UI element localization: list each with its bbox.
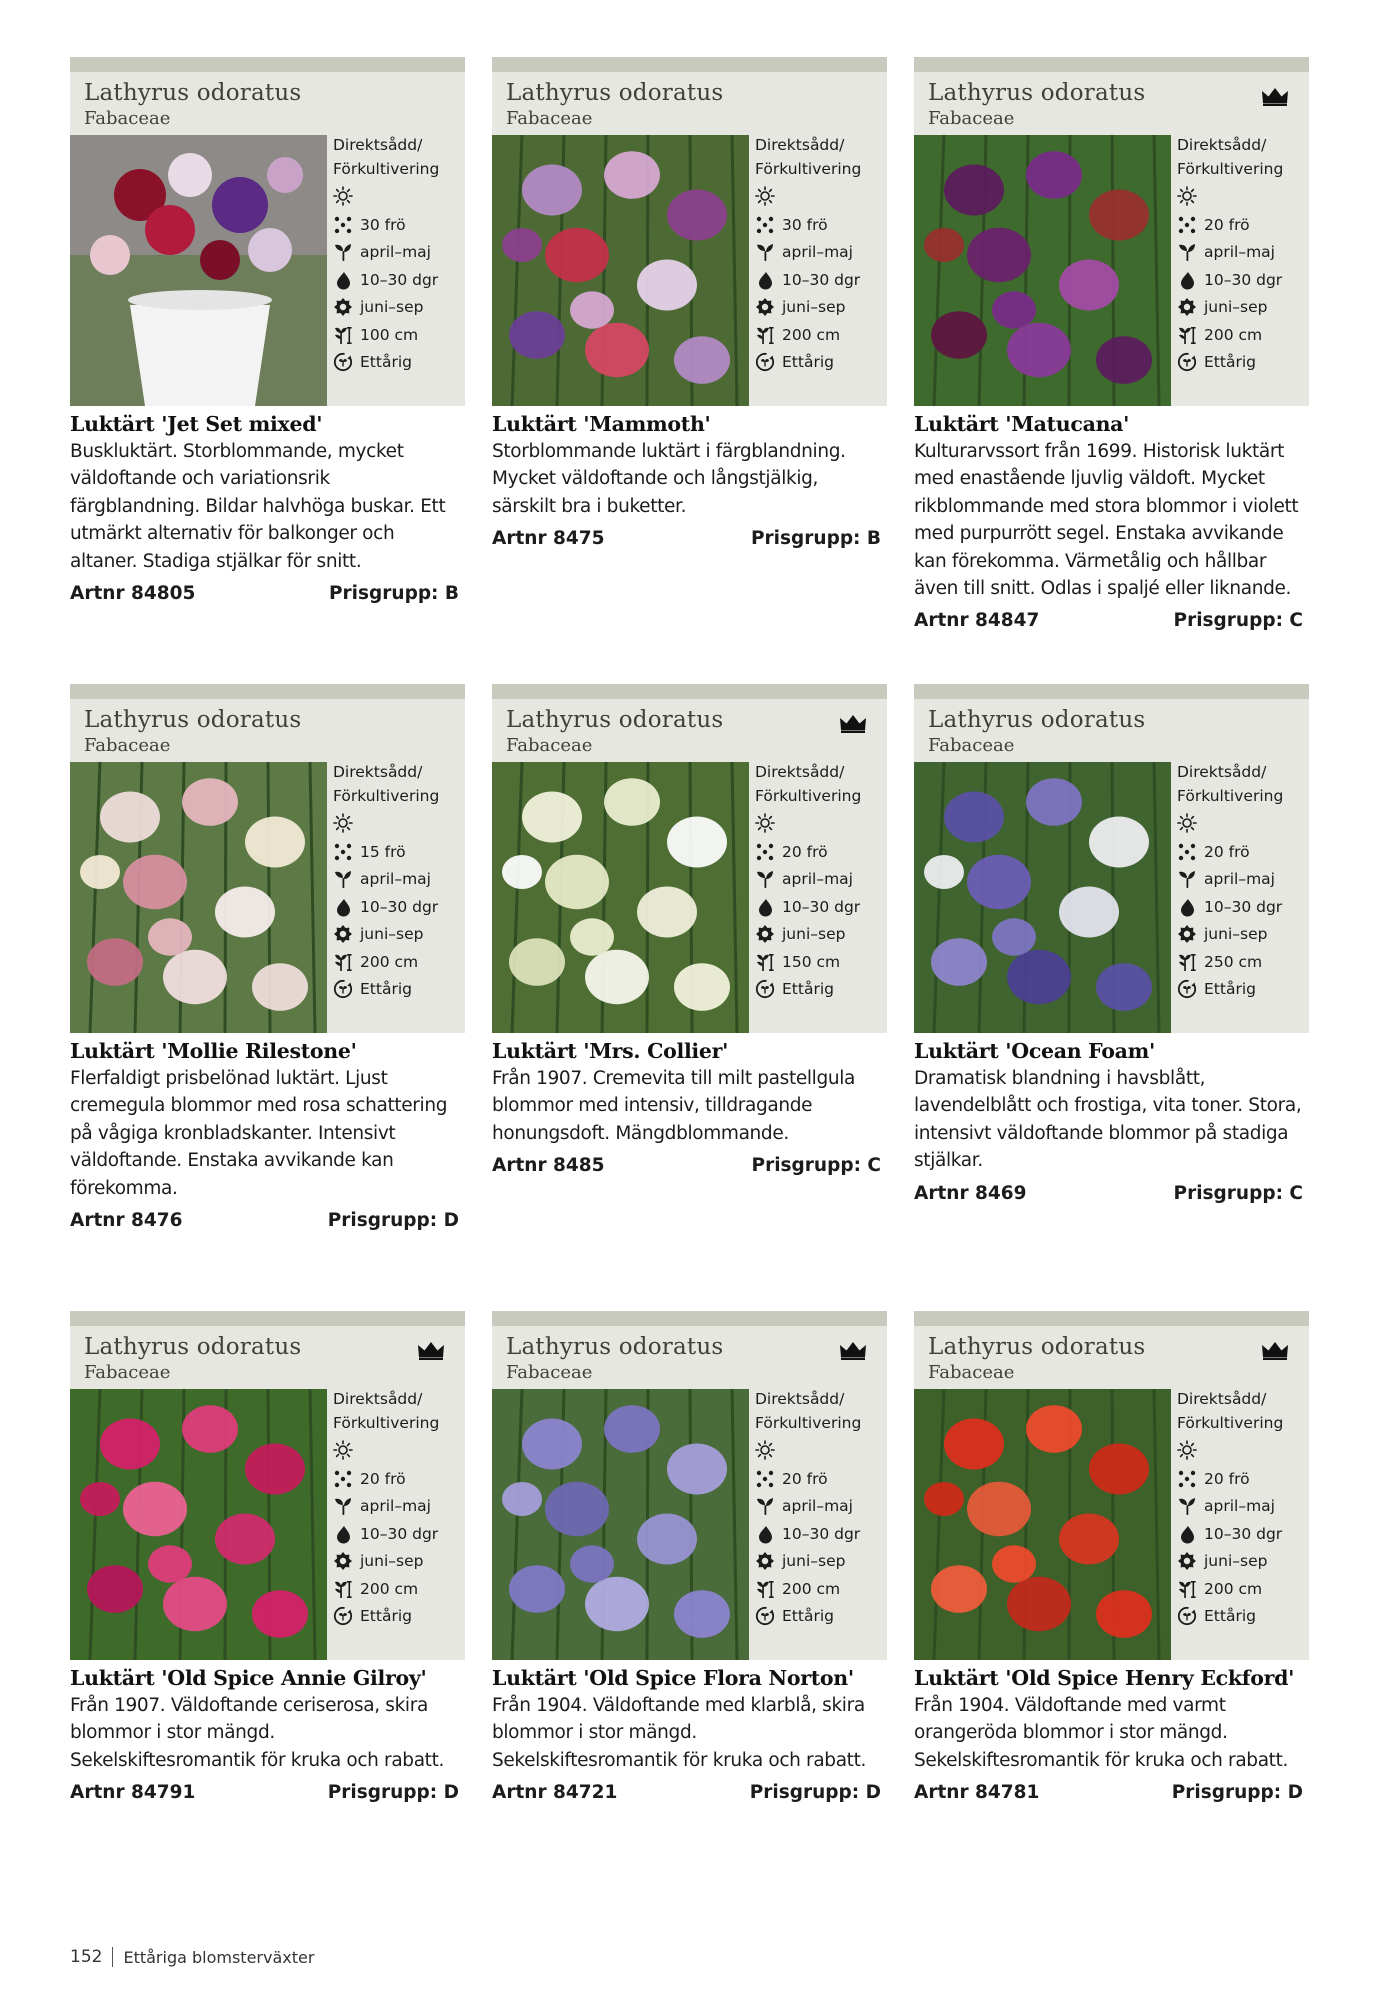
flower-icon xyxy=(1177,1551,1197,1571)
bloom-time: juni–sep xyxy=(1177,921,1307,949)
flower-icon xyxy=(333,924,353,944)
bloom-time: juni–sep xyxy=(333,921,463,949)
price-group: Prisgrupp: D xyxy=(1171,1782,1303,1804)
plant-height: 200 cm xyxy=(333,1575,463,1603)
sun-icon xyxy=(755,813,775,833)
footer-divider xyxy=(112,1947,113,1967)
seed-count: 15 frö xyxy=(333,838,463,866)
plant-height: 200 cm xyxy=(755,1575,885,1603)
plant-height: 200 cm xyxy=(1177,321,1307,349)
flower-icon xyxy=(755,1551,775,1571)
lifespan: Ettårig xyxy=(333,349,463,377)
article-number: Artnr 84781 xyxy=(914,1782,1040,1804)
card-header xyxy=(914,57,1309,406)
germination-time: 10–30 dgr xyxy=(755,1520,885,1548)
family-name: Fabaceae xyxy=(84,1362,171,1383)
product-card xyxy=(492,57,887,684)
seedling-icon xyxy=(1177,242,1197,262)
card-header xyxy=(914,1311,1309,1660)
sow-time: april–maj xyxy=(1177,1493,1307,1521)
flower-photo xyxy=(492,762,749,1033)
sow-time: april–maj xyxy=(1177,866,1307,894)
article-number: Artnr 84721 xyxy=(492,1782,618,1804)
sun-requirement xyxy=(1177,1435,1307,1465)
price-group: Prisgrupp: C xyxy=(1173,610,1303,632)
crown-icon xyxy=(417,1340,445,1360)
annual-icon xyxy=(333,1606,353,1626)
article-number: Artnr 84805 xyxy=(70,583,196,605)
seed-count: 20 frö xyxy=(1177,1465,1307,1493)
article-number: Artnr 8475 xyxy=(492,528,605,550)
seeds-icon xyxy=(755,1469,775,1489)
product-card xyxy=(492,1311,887,1871)
seeds-icon xyxy=(755,842,775,862)
height-icon xyxy=(1177,952,1197,972)
sun-icon xyxy=(333,1440,353,1460)
annual-icon xyxy=(333,352,353,372)
seedling-icon xyxy=(333,1496,353,1516)
seeds-icon xyxy=(333,1469,353,1489)
product-card xyxy=(70,684,465,1311)
card-header xyxy=(70,57,465,406)
article-number: Artnr 8469 xyxy=(914,1182,1027,1204)
price-group: Prisgrupp: C xyxy=(1173,1182,1303,1204)
drop-icon xyxy=(755,897,775,917)
growing-specs xyxy=(755,760,885,1003)
drop-icon xyxy=(1177,1524,1197,1544)
annual-icon xyxy=(1177,979,1197,999)
seed-count: 20 frö xyxy=(755,1465,885,1493)
sowing-method: Direktsådd/ Förkultivering xyxy=(1177,136,1284,178)
family-name: Fabaceae xyxy=(928,1362,1015,1383)
bloom-time: juni–sep xyxy=(755,921,885,949)
flower-photo xyxy=(914,762,1171,1033)
latin-name: Lathyrus odoratus xyxy=(506,1334,724,1360)
product-card xyxy=(914,684,1309,1311)
annual-icon xyxy=(333,979,353,999)
growing-specs xyxy=(333,1387,463,1630)
lifespan: Ettårig xyxy=(755,1603,885,1631)
sow-time: april–maj xyxy=(755,239,885,267)
latin-name: Lathyrus odoratus xyxy=(84,80,302,106)
flower-photo xyxy=(492,135,749,406)
price-group: Prisgrupp: B xyxy=(751,528,881,550)
seedling-icon xyxy=(755,869,775,889)
article-number: Artnr 84791 xyxy=(70,1782,196,1804)
growing-specs xyxy=(755,1387,885,1630)
annual-icon xyxy=(1177,352,1197,372)
product-description: Flerfaldigt prisbelönad luktärt. Ljust cremegula blommor med rosa schattering på vågiga kronbladskanter. Intensivt väldoftande. Enstaka avvikande kan förekomma. xyxy=(70,1068,448,1199)
annual-icon xyxy=(755,1606,775,1626)
sowing-method: Direktsådd/ Förkultivering xyxy=(1177,763,1284,805)
lifespan: Ettårig xyxy=(755,976,885,1004)
seeds-icon xyxy=(333,842,353,862)
family-name: Fabaceae xyxy=(506,735,593,756)
product-title: Luktärt 'Old Spice Flora Norton' xyxy=(492,1666,854,1690)
drop-icon xyxy=(333,1524,353,1544)
plant-height: 200 cm xyxy=(1177,1575,1307,1603)
height-icon xyxy=(1177,325,1197,345)
product-description: Från 1904. Väldoftande med varmt orangeröda blommor i stor mängd. Sekelskiftesromantik för kruka och rabatt. xyxy=(914,1695,1289,1771)
flower-icon xyxy=(1177,297,1197,317)
sow-time: april–maj xyxy=(333,239,463,267)
growing-specs xyxy=(333,133,463,376)
seed-count: 30 frö xyxy=(755,211,885,239)
height-icon xyxy=(333,1579,353,1599)
drop-icon xyxy=(333,270,353,290)
product-meta xyxy=(492,1155,887,1176)
product-description: Från 1907. Väldoftande ceriserosa, skira blommor i stor mängd. Sekelskiftesromantik för kruka och rabatt. xyxy=(70,1695,445,1771)
latin-name: Lathyrus odoratus xyxy=(506,80,724,106)
product-card xyxy=(914,1311,1309,1871)
flower-photo xyxy=(70,1389,327,1660)
price-group: Prisgrupp: B xyxy=(329,583,459,605)
sowing-method: Direktsådd/ Förkultivering xyxy=(755,1390,862,1432)
latin-name: Lathyrus odoratus xyxy=(84,1334,302,1360)
article-number: Artnr 8485 xyxy=(492,1155,605,1177)
sowing-method: Direktsådd/ Förkultivering xyxy=(333,763,440,805)
sun-icon xyxy=(1177,813,1197,833)
seedling-icon xyxy=(333,869,353,889)
seeds-icon xyxy=(333,215,353,235)
growing-specs xyxy=(1177,760,1307,1003)
flower-photo xyxy=(914,135,1171,406)
card-header xyxy=(492,1311,887,1660)
sowing-method: Direktsådd/ Förkultivering xyxy=(1177,1390,1284,1432)
sowing-method: Direktsådd/ Förkultivering xyxy=(755,136,862,178)
germination-time: 10–30 dgr xyxy=(1177,266,1307,294)
growing-specs xyxy=(1177,1387,1307,1630)
seedling-icon xyxy=(1177,869,1197,889)
family-name: Fabaceae xyxy=(928,735,1015,756)
latin-name: Lathyrus odoratus xyxy=(928,80,1146,106)
height-icon xyxy=(755,1579,775,1599)
family-name: Fabaceae xyxy=(84,108,171,129)
bloom-time: juni–sep xyxy=(333,1548,463,1576)
product-meta xyxy=(492,1782,887,1803)
product-description: Från 1907. Cremevita till milt pastellgula blommor med intensiv, tilldragande honungsdoft. Mängdblommande. xyxy=(492,1068,856,1144)
seeds-icon xyxy=(1177,215,1197,235)
crown-icon xyxy=(839,713,867,733)
price-group: Prisgrupp: D xyxy=(327,1782,459,1804)
crown-icon xyxy=(839,1340,867,1360)
sun-requirement xyxy=(333,808,463,838)
product-description: Buskluktärt. Storblommande, mycket väldoftande och variationsrik färgblandning. Bildar halvhöga buskar. Ett utmärkt alternativ för balkonger och altaner. Stadiga stjälkar för snitt. xyxy=(70,441,446,572)
height-icon xyxy=(1177,1579,1197,1599)
product-title: Luktärt 'Old Spice Henry Eckford' xyxy=(914,1666,1295,1690)
product-description: Kulturarvssort från 1699. Historisk luktärt med enastående ljuvlig väldoft. Mycket rikblommande med stora blommor i violett med purpurrött segel. Enstaka avvikande kan förekomma. Värmetålig och hållbar även till snitt. Odlas i spaljé eller liknande. xyxy=(914,441,1299,600)
seedling-icon xyxy=(755,1496,775,1516)
product-meta xyxy=(492,528,887,549)
product-title: Luktärt 'Mrs. Collier' xyxy=(492,1039,729,1063)
lifespan: Ettårig xyxy=(1177,976,1307,1004)
growing-specs xyxy=(1177,133,1307,376)
product-title: Luktärt 'Mammoth' xyxy=(492,412,711,436)
drop-icon xyxy=(755,270,775,290)
page-footer xyxy=(70,1947,314,1967)
lifespan: Ettårig xyxy=(755,349,885,377)
card-header xyxy=(70,684,465,1033)
card-header xyxy=(914,684,1309,1033)
seed-count: 30 frö xyxy=(333,211,463,239)
germination-time: 10–30 dgr xyxy=(1177,1520,1307,1548)
sow-time: april–maj xyxy=(755,866,885,894)
latin-name: Lathyrus odoratus xyxy=(928,1334,1146,1360)
seed-count: 20 frö xyxy=(333,1465,463,1493)
product-description: Från 1904. Väldoftande med klarblå, skira blommor i stor mängd. Sekelskiftesromantik för kruka och rabatt. xyxy=(492,1695,867,1771)
annual-icon xyxy=(1177,1606,1197,1626)
flower-photo xyxy=(914,1389,1171,1660)
bloom-time: juni–sep xyxy=(1177,294,1307,322)
seed-count: 20 frö xyxy=(1177,211,1307,239)
sun-icon xyxy=(1177,1440,1197,1460)
bloom-time: juni–sep xyxy=(333,294,463,322)
lifespan: Ettårig xyxy=(1177,1603,1307,1631)
product-card xyxy=(70,1311,465,1871)
product-card xyxy=(914,57,1309,684)
product-meta xyxy=(70,1782,465,1803)
product-card xyxy=(70,57,465,684)
sowing-method: Direktsådd/ Förkultivering xyxy=(333,136,440,178)
sun-icon xyxy=(755,186,775,206)
product-title: Luktärt 'Mollie Rilestone' xyxy=(70,1039,357,1063)
flower-icon xyxy=(333,297,353,317)
card-header xyxy=(70,1311,465,1660)
product-description: Dramatisk blandning i havsblått, lavendelblått och frostiga, vita toner. Stora, intensivt väldoftande blommor på stadiga stjälkar. xyxy=(914,1068,1302,1172)
sowing-method: Direktsådd/ Förkultivering xyxy=(755,763,862,805)
card-header xyxy=(492,57,887,406)
flower-photo xyxy=(70,762,327,1033)
plant-height: 100 cm xyxy=(333,321,463,349)
crown-icon xyxy=(1261,1340,1289,1360)
seeds-icon xyxy=(1177,1469,1197,1489)
drop-icon xyxy=(1177,270,1197,290)
crown-icon xyxy=(1261,86,1289,106)
sun-requirement xyxy=(333,181,463,211)
height-icon xyxy=(333,952,353,972)
family-name: Fabaceae xyxy=(84,735,171,756)
flower-icon xyxy=(755,297,775,317)
product-meta xyxy=(914,1183,1309,1204)
product-title: Luktärt 'Old Spice Annie Gilroy' xyxy=(70,1666,427,1690)
flower-icon xyxy=(333,1551,353,1571)
family-name: Fabaceae xyxy=(928,108,1015,129)
latin-name: Lathyrus odoratus xyxy=(84,707,302,733)
card-header xyxy=(492,684,887,1033)
germination-time: 10–30 dgr xyxy=(755,893,885,921)
growing-specs xyxy=(333,760,463,1003)
sow-time: april–maj xyxy=(333,1493,463,1521)
latin-name: Lathyrus odoratus xyxy=(928,707,1146,733)
height-icon xyxy=(755,325,775,345)
drop-icon xyxy=(1177,897,1197,917)
height-icon xyxy=(333,325,353,345)
seed-count: 20 frö xyxy=(1177,838,1307,866)
flower-icon xyxy=(755,924,775,944)
product-meta xyxy=(70,583,465,604)
sun-icon xyxy=(333,813,353,833)
seedling-icon xyxy=(333,242,353,262)
height-icon xyxy=(755,952,775,972)
sun-icon xyxy=(1177,186,1197,206)
sun-requirement xyxy=(1177,808,1307,838)
price-group: Prisgrupp: C xyxy=(751,1155,881,1177)
lifespan: Ettårig xyxy=(333,1603,463,1631)
sun-requirement xyxy=(755,808,885,838)
germination-time: 10–30 dgr xyxy=(333,266,463,294)
product-meta xyxy=(70,1210,465,1231)
section-title: Ettåriga blomsterväxter xyxy=(123,1947,315,1967)
sow-time: april–maj xyxy=(1177,239,1307,267)
price-group: Prisgrupp: D xyxy=(327,1210,459,1232)
price-group: Prisgrupp: D xyxy=(749,1782,881,1804)
germination-time: 10–30 dgr xyxy=(333,1520,463,1548)
growing-specs xyxy=(755,133,885,376)
sun-requirement xyxy=(1177,181,1307,211)
seeds-icon xyxy=(1177,842,1197,862)
bloom-time: juni–sep xyxy=(1177,1548,1307,1576)
product-meta xyxy=(914,610,1309,631)
product-title: Luktärt 'Ocean Foam' xyxy=(914,1039,1156,1063)
annual-icon xyxy=(755,979,775,999)
sun-requirement xyxy=(755,1435,885,1465)
plant-height: 250 cm xyxy=(1177,948,1307,976)
plant-height: 200 cm xyxy=(755,321,885,349)
sow-time: april–maj xyxy=(755,1493,885,1521)
sun-requirement xyxy=(755,181,885,211)
latin-name: Lathyrus odoratus xyxy=(506,707,724,733)
germination-time: 10–30 dgr xyxy=(755,266,885,294)
plant-height: 150 cm xyxy=(755,948,885,976)
family-name: Fabaceae xyxy=(506,108,593,129)
seedling-icon xyxy=(755,242,775,262)
bloom-time: juni–sep xyxy=(755,1548,885,1576)
page-number: 152 xyxy=(70,1947,103,1967)
lifespan: Ettårig xyxy=(1177,349,1307,377)
seeds-icon xyxy=(755,215,775,235)
germination-time: 10–30 dgr xyxy=(333,893,463,921)
family-name: Fabaceae xyxy=(506,1362,593,1383)
annual-icon xyxy=(755,352,775,372)
plant-height: 200 cm xyxy=(333,948,463,976)
article-number: Artnr 8476 xyxy=(70,1210,183,1232)
seed-count: 20 frö xyxy=(755,838,885,866)
sun-requirement xyxy=(333,1435,463,1465)
product-meta xyxy=(914,1782,1309,1803)
sun-icon xyxy=(333,186,353,206)
article-number: Artnr 84847 xyxy=(914,610,1040,632)
drop-icon xyxy=(333,897,353,917)
product-grid xyxy=(70,57,1309,1871)
sow-time: april–maj xyxy=(333,866,463,894)
drop-icon xyxy=(755,1524,775,1544)
bloom-time: juni–sep xyxy=(755,294,885,322)
seedling-icon xyxy=(1177,1496,1197,1516)
product-description: Storblommande luktärt i färgblandning. Mycket väldoftande och långstjälkig, särskilt bra i buketter. xyxy=(492,441,846,517)
product-title: Luktärt 'Jet Set mixed' xyxy=(70,412,323,436)
sowing-method: Direktsådd/ Förkultivering xyxy=(333,1390,440,1432)
lifespan: Ettårig xyxy=(333,976,463,1004)
flower-photo xyxy=(70,135,327,406)
flower-icon xyxy=(1177,924,1197,944)
sun-icon xyxy=(755,1440,775,1460)
product-card xyxy=(492,684,887,1311)
product-title: Luktärt 'Matucana' xyxy=(914,412,1130,436)
germination-time: 10–30 dgr xyxy=(1177,893,1307,921)
flower-photo xyxy=(492,1389,749,1660)
